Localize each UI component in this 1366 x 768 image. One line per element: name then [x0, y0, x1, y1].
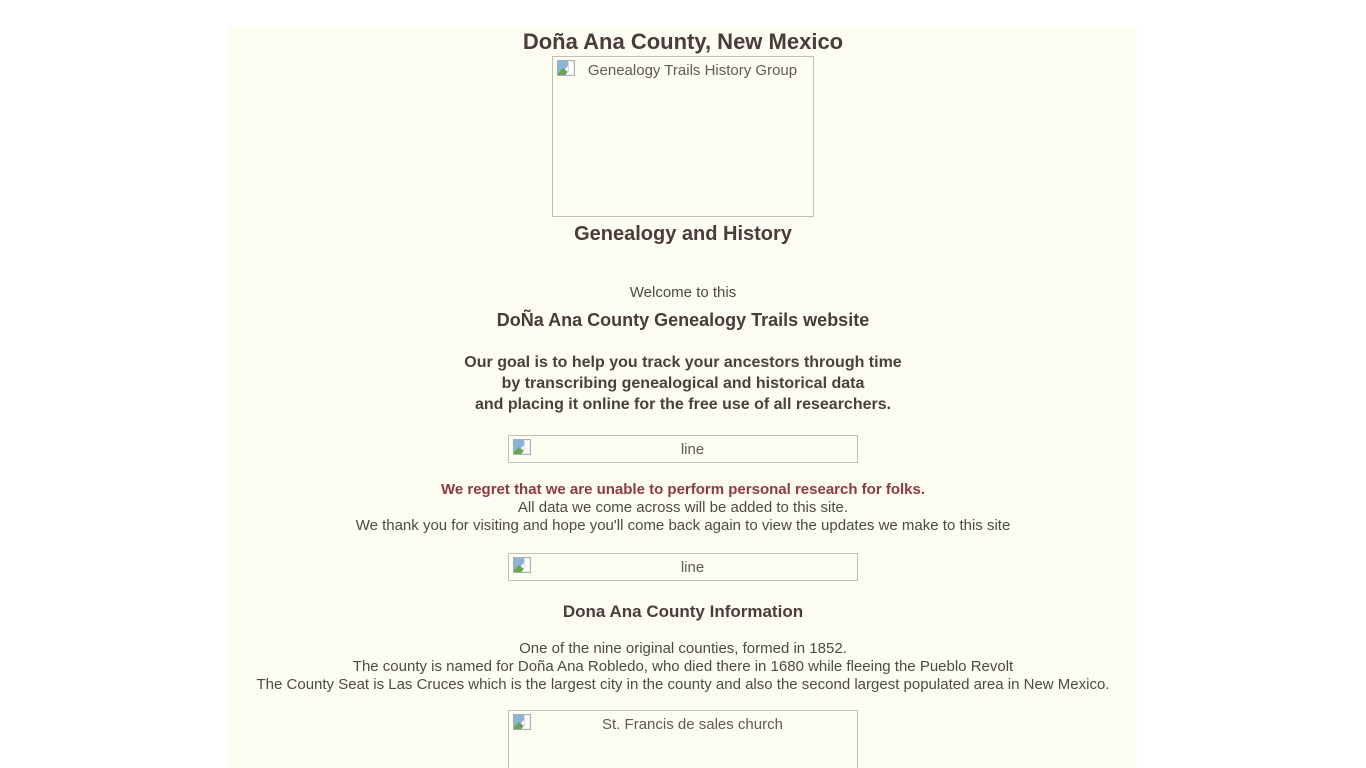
welcome-intro-text: Welcome to this [629, 284, 737, 301]
broken-image-genealogy-trails-logo [552, 56, 814, 217]
research-notice [229, 481, 1137, 535]
county-info-line: The County Seat is Las Cruces which is the largest city in the county and also the second largest populated area in New Mexico. [256, 676, 1110, 693]
broken-image-icon [513, 439, 532, 456]
broken-image-icon [513, 557, 532, 574]
subtitle-heading: Genealogy and History [574, 223, 792, 245]
mission-line: Our goal is to help you track your ancestors through time [464, 354, 902, 371]
county-information-heading: Dona Ana County Information [562, 602, 804, 621]
notice-regret-line: We regret that we are unable to perform personal research for folks. [440, 481, 926, 498]
broken-image-alt-label: St. Francis de sales church [602, 716, 783, 733]
broken-image-alt-label: line [680, 441, 705, 458]
broken-image-alt-label: Genealogy Trails History Group [587, 62, 798, 79]
county-information-text [229, 640, 1137, 694]
broken-image-icon [513, 714, 532, 731]
mission-statement [229, 352, 1137, 415]
county-info-line: The county is named for Doña Ana Robledo, who died there in 1680 while fleeing the Pueblo Revolt [352, 658, 1014, 675]
broken-image-church-photo [508, 710, 858, 768]
broken-image-divider-line-1 [508, 435, 858, 463]
county-info-line: One of the nine original counties, formed in 1852. [519, 640, 847, 657]
notice-line: All data we come across will be added to this site. [517, 499, 849, 516]
content-area [229, 27, 1137, 768]
site-name-heading: DoÑa Ana County Genealogy Trails website [496, 310, 870, 330]
page-title: Doña Ana County, New Mexico [522, 29, 844, 54]
mission-line: by transcribing genealogical and historical data [501, 375, 865, 392]
broken-image-divider-line-2 [508, 553, 858, 581]
broken-image-alt-label: line [680, 559, 705, 576]
broken-image-icon [557, 60, 576, 77]
mission-line: and placing it online for the free use of all researchers. [474, 396, 892, 413]
notice-line: We thank you for visiting and hope you'll come back again to view the updates we make to this site [355, 517, 1011, 534]
